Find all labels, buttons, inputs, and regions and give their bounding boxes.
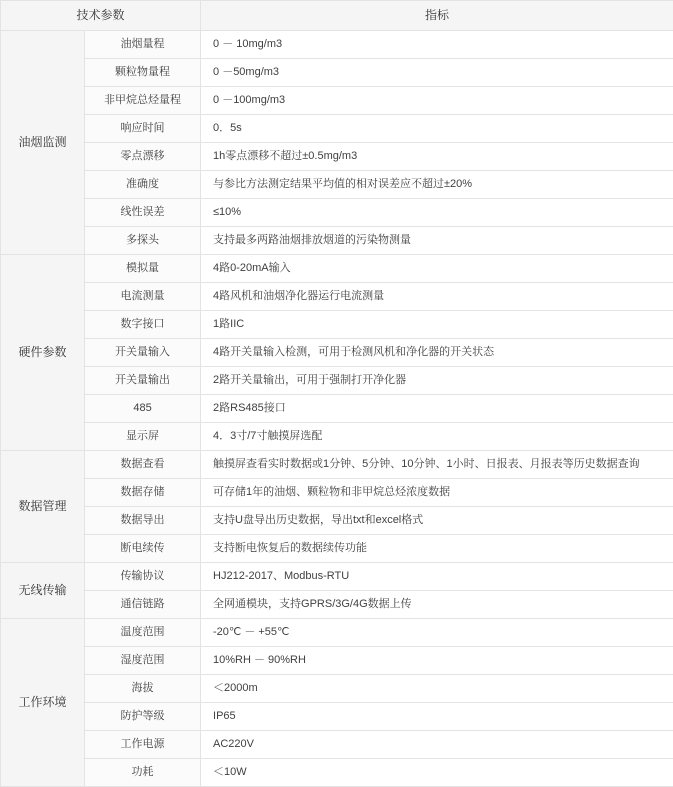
parameter-label: 开关量输出: [85, 367, 201, 395]
parameter-label: 数据查看: [85, 451, 201, 479]
table-row: [1, 703, 673, 731]
table-row: [1, 255, 673, 283]
parameter-value: ＜2000m: [201, 675, 673, 703]
parameter-label: 零点漂移: [85, 143, 201, 171]
parameter-label: 温度范围: [85, 619, 201, 647]
table-row: [1, 759, 673, 787]
group-label: 工作环境: [1, 619, 85, 787]
parameter-label: 模拟量: [85, 255, 201, 283]
parameter-value: ≤10%: [201, 199, 673, 227]
header-cell-parameter: 技术参数: [1, 1, 201, 31]
parameter-label: 准确度: [85, 171, 201, 199]
header-cell-indicator: 指标: [201, 1, 673, 31]
parameter-label: 数据导出: [85, 507, 201, 535]
table-row: [1, 647, 673, 675]
parameter-value: 1h零点漂移不超过±0.5mg/m3: [201, 143, 673, 171]
parameter-label: 工作电源: [85, 731, 201, 759]
table-row: [1, 731, 673, 759]
parameter-value: 2路RS485接口: [201, 395, 673, 423]
parameter-value: 0 －50mg/m3: [201, 59, 673, 87]
table-body: [1, 31, 673, 787]
parameter-label: 多探头: [85, 227, 201, 255]
table-row: [1, 395, 673, 423]
parameter-label: 显示屏: [85, 423, 201, 451]
parameter-label: 油烟量程: [85, 31, 201, 59]
parameter-label: 功耗: [85, 759, 201, 787]
parameter-value: 10%RH － 90%RH: [201, 647, 673, 675]
parameter-label: 线性误差: [85, 199, 201, 227]
table-row: [1, 87, 673, 115]
parameter-value: ＜10W: [201, 759, 673, 787]
group-label: 数据管理: [1, 451, 85, 563]
parameter-value: 4．3寸/7寸触摸屏选配: [201, 423, 673, 451]
table-row: [1, 171, 673, 199]
table-row: [1, 283, 673, 311]
table-row: [1, 199, 673, 227]
parameter-label: 数字接口: [85, 311, 201, 339]
parameter-value: 触摸屏查看实时数据或1分钟、5分钟、10分钟、1小时、日报表、月报表等历史数据查询: [201, 451, 673, 479]
parameter-label: 颗粒物量程: [85, 59, 201, 87]
parameter-label: 海拔: [85, 675, 201, 703]
group-label: 无线传输: [1, 563, 85, 619]
table-row: [1, 423, 673, 451]
parameter-label: 断电续传: [85, 535, 201, 563]
table-row: [1, 675, 673, 703]
group-label: 油烟监测: [1, 31, 85, 255]
parameter-value: AC220V: [201, 731, 673, 759]
table-row: [1, 591, 673, 619]
table-row: [1, 227, 673, 255]
parameter-label: 非甲烷总烃量程: [85, 87, 201, 115]
table-row: [1, 479, 673, 507]
table-row: [1, 339, 673, 367]
table-row: [1, 507, 673, 535]
parameter-value: 支持断电恢复后的数据续传功能: [201, 535, 673, 563]
parameter-value: HJ212-2017、Modbus-RTU: [201, 563, 673, 591]
parameter-value: 可存储1年的油烟、颗粒物和非甲烷总烃浓度数据: [201, 479, 673, 507]
table-row: [1, 143, 673, 171]
parameter-label: 响应时间: [85, 115, 201, 143]
parameter-value: 0 －100mg/m3: [201, 87, 673, 115]
table-row: [1, 59, 673, 87]
parameter-value: 与参比方法测定结果平均值的相对误差应不超过±20%: [201, 171, 673, 199]
parameter-label: 485: [85, 395, 201, 423]
parameter-value: 0 － 10mg/m3: [201, 31, 673, 59]
parameter-value: IP65: [201, 703, 673, 731]
parameter-value: 4路开关量输入检测，可用于检测风机和净化器的开关状态: [201, 339, 673, 367]
parameter-value: -20℃ － +55℃: [201, 619, 673, 647]
parameter-label: 通信链路: [85, 591, 201, 619]
parameter-value: 0．5s: [201, 115, 673, 143]
group-label: 硬件参数: [1, 255, 85, 451]
table-row: [1, 115, 673, 143]
parameter-value: 4路风机和油烟净化器运行电流测量: [201, 283, 673, 311]
parameter-label: 防护等级: [85, 703, 201, 731]
parameter-label: 电流测量: [85, 283, 201, 311]
header-row: [1, 1, 673, 31]
table-row: [1, 311, 673, 339]
parameter-value: 2路开关量输出，可用于强制打开净化器: [201, 367, 673, 395]
table-row: [1, 367, 673, 395]
table-row: [1, 31, 673, 59]
parameter-value: 全网通模块，支持GPRS/3G/4G数据上传: [201, 591, 673, 619]
parameter-label: 湿度范围: [85, 647, 201, 675]
table-row: [1, 563, 673, 591]
table-row: [1, 619, 673, 647]
parameter-value: 4路0-20mA输入: [201, 255, 673, 283]
parameter-label: 数据存储: [85, 479, 201, 507]
table-row: [1, 535, 673, 563]
table-header: [1, 1, 673, 31]
parameter-value: 支持U盘导出历史数据，导出txt和excel格式: [201, 507, 673, 535]
parameter-label: 开关量输入: [85, 339, 201, 367]
parameter-value: 支持最多两路油烟排放烟道的污染物测量: [201, 227, 673, 255]
parameter-value: 1路IIC: [201, 311, 673, 339]
parameter-label: 传输协议: [85, 563, 201, 591]
table-row: [1, 451, 673, 479]
